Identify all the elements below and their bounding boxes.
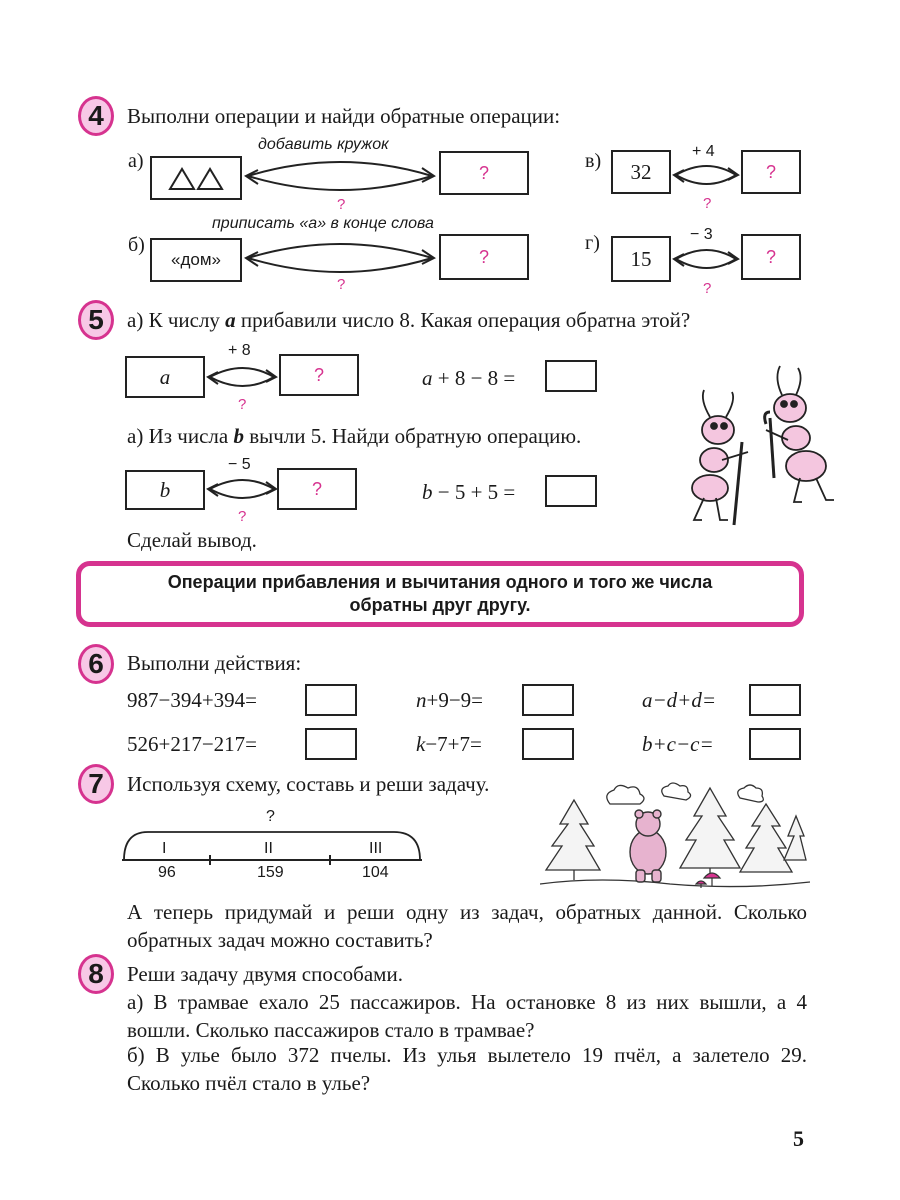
- answer-box[interactable]: ?: [439, 234, 529, 280]
- forest-bear-illustration: [540, 780, 810, 895]
- segment-part-label: II: [264, 840, 273, 857]
- task-number-badge: 6: [78, 644, 114, 684]
- expression: k−7+7=: [416, 732, 482, 756]
- conclusion-prompt: Сделай вывод.: [127, 528, 257, 552]
- triangles-icon: [166, 164, 226, 192]
- expression: b+c−c=: [642, 732, 714, 756]
- inverse-question: ?: [238, 508, 247, 525]
- answer-box[interactable]: ?: [279, 354, 359, 396]
- inverse-question: ?: [337, 276, 346, 293]
- answer-box[interactable]: [749, 728, 801, 760]
- page-number: 5: [793, 1126, 804, 1151]
- operation-label: + 8: [228, 342, 251, 359]
- answer-box[interactable]: ?: [277, 468, 357, 510]
- operation-label: − 3: [690, 226, 713, 243]
- expression: a + 8 − 8 =: [422, 366, 516, 390]
- inverse-question: ?: [703, 195, 712, 212]
- rule-text-line2: обратны друг другу.: [349, 595, 531, 615]
- input-box: b: [125, 470, 205, 510]
- task-question: а) К числу a прибавили число 8. Какая операция обратна этой?: [127, 308, 691, 332]
- segment-part-label: III: [369, 840, 383, 857]
- forward-backward-arrows: [206, 360, 280, 394]
- input-box: 15: [611, 236, 671, 282]
- task-number-badge: 8: [78, 954, 114, 994]
- inverse-question: ?: [703, 280, 712, 297]
- input-box: 32: [611, 150, 671, 194]
- expression: a−d+d=: [642, 688, 717, 712]
- rule-box: [76, 561, 804, 627]
- segment-value: 104: [362, 864, 389, 881]
- expression: 526+217−217=: [127, 732, 258, 756]
- inverse-question: ?: [337, 196, 346, 213]
- answer-box[interactable]: [305, 728, 357, 760]
- task-number-badge: 7: [78, 764, 114, 804]
- answer-box[interactable]: ?: [741, 150, 801, 194]
- task-number-badge: 4: [78, 96, 114, 136]
- segment-value: 159: [257, 864, 284, 881]
- task-title: Выполни действия:: [127, 651, 302, 675]
- operation-label: − 5: [228, 456, 251, 473]
- inverse-question: ?: [238, 396, 247, 413]
- segment-value: 96: [158, 864, 176, 881]
- task-title: Реши задачу двумя способами.: [127, 962, 403, 986]
- answer-box[interactable]: [305, 684, 357, 716]
- task-question: а) Из числа b вычли 5. Найди обратную операцию.: [127, 424, 582, 448]
- item-label: б): [128, 234, 145, 256]
- rule-text-line1: Операции прибавления и вычитания одного и того же числа: [167, 572, 713, 592]
- forward-backward-arrows: [206, 472, 280, 506]
- forward-backward-arrows: [672, 242, 742, 276]
- expression: 987−394+394=: [127, 688, 258, 712]
- task-title: Используя схему, составь и реши задачу.: [127, 772, 490, 796]
- expression: n+9−9=: [416, 688, 484, 712]
- forward-backward-arrows: [244, 150, 440, 202]
- ants-illustration: [670, 360, 840, 530]
- operation-label: приписать «а» в конце слова: [212, 215, 434, 232]
- item-label: г): [585, 232, 600, 254]
- input-box: «дом»: [150, 238, 242, 282]
- operation-label: добавить кружок: [258, 136, 389, 153]
- answer-box[interactable]: [749, 684, 801, 716]
- task-paragraph: А теперь придумай и реши одну из задач, обратных данной. Сколько обратных задач можно составить?: [127, 900, 807, 952]
- input-box: [150, 156, 242, 200]
- input-box: a: [125, 356, 205, 398]
- segment-part-label: I: [162, 840, 167, 857]
- answer-box[interactable]: ?: [741, 234, 801, 280]
- task-paragraph: а) В трамвае ехало 25 пассажиров. На остановке 8 из них вышли, а 4 вошли. Сколько пассажиров стало в трамвае?: [127, 990, 807, 1042]
- total-question: ?: [266, 808, 275, 825]
- forward-backward-arrows: [672, 158, 742, 192]
- answer-box[interactable]: [545, 475, 597, 507]
- answer-box[interactable]: ?: [439, 151, 529, 195]
- operation-label: + 4: [692, 143, 715, 160]
- expression: b − 5 + 5 =: [422, 480, 516, 504]
- task-title: Выполни операции и найди обратные операции:: [127, 104, 561, 128]
- task-number-badge: 5: [78, 300, 114, 340]
- item-label: а): [128, 150, 144, 172]
- answer-box[interactable]: [545, 360, 597, 392]
- item-label: в): [585, 150, 602, 172]
- answer-box[interactable]: [522, 684, 574, 716]
- task-paragraph: б) В улье было 372 пчелы. Из улья вылетело 19 пчёл, а залетело 29. Сколько пчёл стало в улье?: [127, 1043, 807, 1095]
- answer-box[interactable]: [522, 728, 574, 760]
